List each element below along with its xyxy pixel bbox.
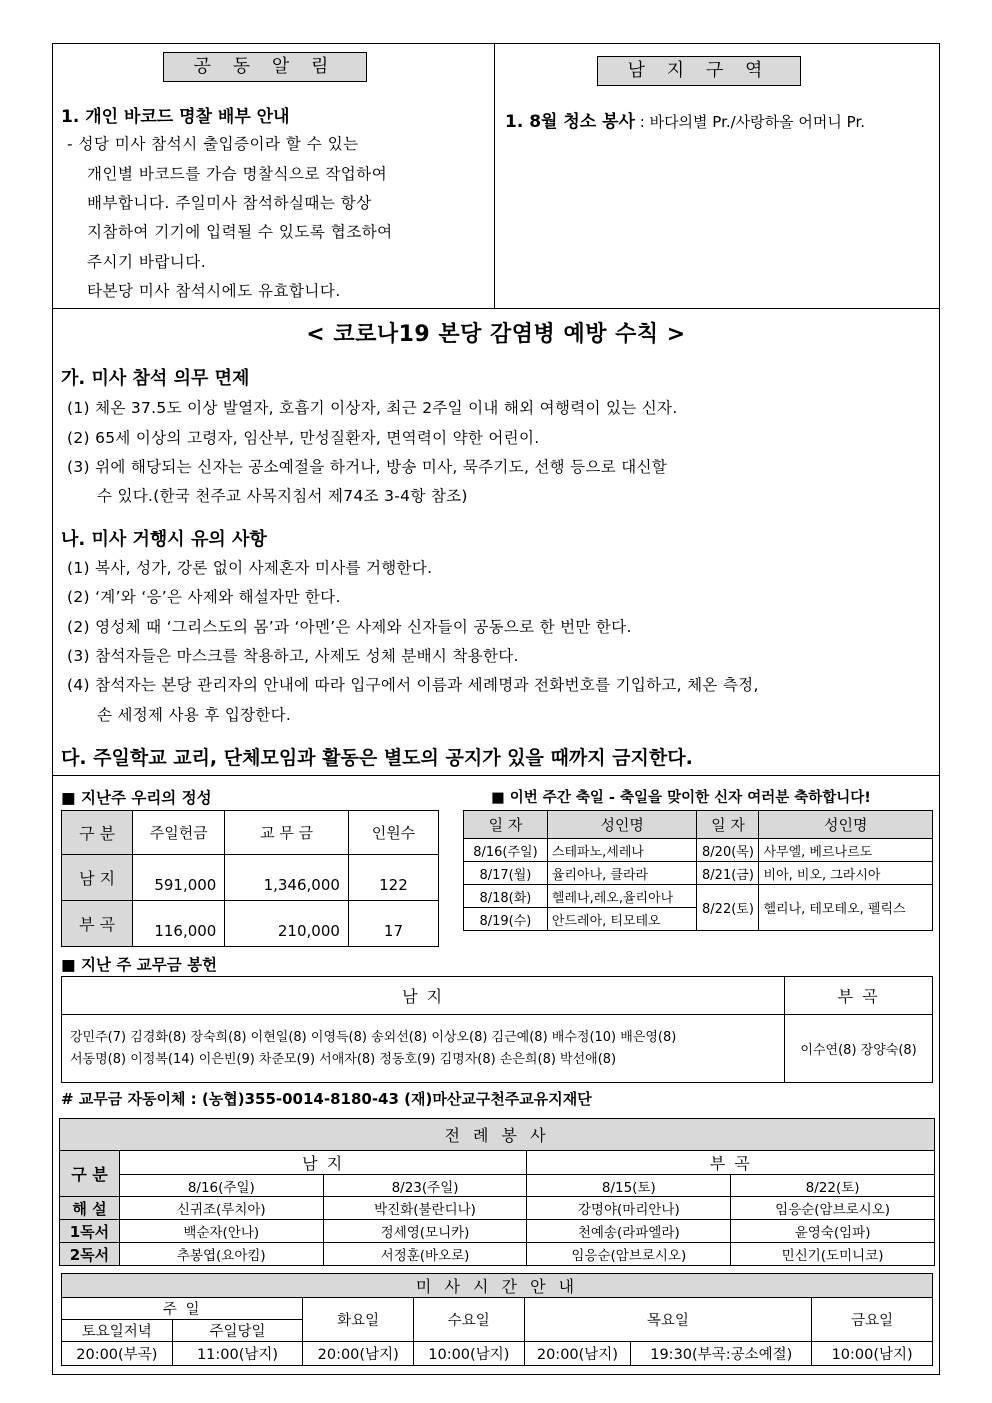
section-c-heading: 다. 주일학교 교리, 단체모임과 활동은 별도의 공지가 있을 때까지 금지한다. <box>61 747 693 769</box>
offering-row-namji-label: 남 지 <box>62 855 133 901</box>
feast-heading: ■ 이번 주간 축일 - 축일을 맞이한 신자 여러분 축하합니다! <box>491 790 871 806</box>
feast-header-date-2: 일 자 <box>697 811 759 839</box>
feast-header-saint-2: 성인명 <box>759 811 933 839</box>
section-a-item-1: (1) 체온 37.5도 이상 발열자, 호흡기 이상자, 최근 2주일 이내 해외 여행력이 있는 신자. <box>67 399 678 417</box>
common-notice-line-3: 배부합니다. 주일미사 참석하실때는 항상 <box>87 194 372 212</box>
liturgy-date-1: 8/16(주일) <box>119 1175 323 1197</box>
offering-bugok-sunday: 116,000 <box>133 901 225 947</box>
feast-saints-0822: 헬리나, 테모테오, 펠릭스 <box>759 885 933 931</box>
liturgy-reading2-1: 추봉엽(요아킴) <box>119 1243 323 1266</box>
common-notice-heading: 1. 개인 바코드 명찰 배부 안내 <box>61 107 290 127</box>
section-a-item-2: (2) 65세 이상의 고령자, 임산부, 만성질환자, 면역력이 약한 어린이. <box>67 429 540 447</box>
mass-sunday-day-header: 주일당일 <box>172 1320 303 1342</box>
dues-bugok-donors: 이수연(8) 장양숙(8) <box>785 1015 933 1083</box>
dues-header-namji: 남 지 <box>62 977 785 1015</box>
liturgy-date-3: 8/15(토) <box>527 1175 731 1197</box>
autopay-note: # 교무금 자동이체 : (농협)355-0014-8180-43 (재)마산교구천주교유지재단 <box>61 1090 592 1108</box>
offering-header-dues: 교 무 금 <box>225 811 349 855</box>
district-detail: : 바다의별 Pr./사랑하올 어머니 Pr. <box>634 113 866 131</box>
mass-wed-header: 수요일 <box>414 1298 525 1342</box>
offering-row-bugok-label: 부 곡 <box>62 901 133 947</box>
feast-date-0817: 8/17(월) <box>464 862 548 885</box>
section-a-item-3-cont: 수 있다.(한국 천주교 사목지침서 제74조 3-4항 참조) <box>97 487 468 505</box>
dues-namji-donors <box>62 1015 785 1083</box>
offering-header-count: 인원수 <box>348 811 438 855</box>
feast-saints-0817: 율리아나, 클라라 <box>547 862 697 885</box>
liturgy-date-4: 8/22(토) <box>731 1175 935 1197</box>
section-b-heading: 나. 미사 거행시 유의 사항 <box>61 529 267 550</box>
liturgy-reading1-4: 윤영숙(임파) <box>731 1220 935 1243</box>
liturgy-commentary-1: 신귀조(루치아) <box>119 1197 323 1220</box>
liturgy-reading1-3: 천예송(라파엘라) <box>527 1220 731 1243</box>
feast-saints-0819: 안드레아, 티모테오 <box>547 908 697 931</box>
liturgy-reading1-2: 정세영(모니카) <box>323 1220 527 1243</box>
common-notice-line-4: 지참하여 기기에 입력될 수 있도록 협조하여 <box>87 223 393 241</box>
liturgy-division: 구 분 <box>60 1151 120 1197</box>
liturgy-commentary-3: 강명야(마리안나) <box>527 1197 731 1220</box>
feast-date-0816: 8/16(주일) <box>464 839 548 862</box>
liturgy-title: 전 례 봉 사 <box>60 1119 935 1151</box>
common-notice-box <box>53 44 495 309</box>
dues-namji-line-2: 서동명(8) 이정복(14) 이은빈(9) 차준모(9) 서애자(8) 정동호(9) 김명자(8) 손은희(8) 박선애(8) <box>70 1051 617 1067</box>
common-notice-line-6: 타본당 미사 참석시에도 유효합니다. <box>87 282 341 300</box>
offering-bugok-count: 17 <box>348 901 438 947</box>
feast-date-0819: 8/19(수) <box>464 908 548 931</box>
liturgy-role-reading-2: 2독서 <box>60 1243 120 1266</box>
district-title: 남 지 구 역 <box>597 56 801 86</box>
offering-header-sunday: 주일헌금 <box>133 811 225 855</box>
mass-time-fri: 10:00(남지) <box>812 1342 933 1366</box>
liturgy-reading2-4: 민신기(도미니코) <box>731 1243 935 1266</box>
feast-header-saint-1: 성인명 <box>547 811 697 839</box>
section-b-item-5-cont: 손 세정제 사용 후 입장한다. <box>97 706 292 724</box>
offering-table <box>61 810 439 947</box>
offering-namji-count: 122 <box>348 855 438 901</box>
section-b-item-1: (1) 복사, 성가, 강론 없이 사제혼자 미사를 거행한다. <box>67 559 433 577</box>
mass-time-thu-2: 19:30(부곡:공소예절) <box>631 1342 812 1366</box>
feast-table <box>463 810 933 931</box>
offering-namji-sunday: 591,000 <box>133 855 225 901</box>
feast-date-0820: 8/20(목) <box>697 839 759 862</box>
feast-date-0822: 8/22(토) <box>697 885 759 931</box>
district-cleaning <box>505 107 865 132</box>
bulletin-page <box>52 43 940 1375</box>
liturgy-reading2-2: 서정훈(바오로) <box>323 1243 527 1266</box>
mass-title: 미 사 시 간 안 내 <box>62 1274 933 1298</box>
common-notice-line-1: - 성당 미사 참석시 출입증이라 할 수 있는 <box>67 135 359 153</box>
liturgy-reading1-1: 백순자(안나) <box>119 1220 323 1243</box>
offering-namji-dues: 1,346,000 <box>225 855 349 901</box>
section-a-heading: 가. 미사 참석 의무 면제 <box>61 368 250 389</box>
mass-sat-eve-header: 토요일저녁 <box>62 1320 173 1342</box>
liturgy-role-reading-1: 1독서 <box>60 1220 120 1243</box>
mass-thu-header: 목요일 <box>524 1298 812 1342</box>
mass-fri-header: 금요일 <box>812 1298 933 1342</box>
offering-header-division: 구 분 <box>62 811 133 855</box>
dues-table <box>61 976 933 1083</box>
liturgy-bugok: 부 곡 <box>527 1151 935 1175</box>
mass-time-thu-1: 20:00(남지) <box>524 1342 631 1366</box>
mass-time-sat-eve: 20:00(부곡) <box>62 1342 173 1366</box>
mass-tue-header: 화요일 <box>303 1298 414 1342</box>
feast-saints-0818: 헬레나,레오,율리아나 <box>547 885 697 908</box>
common-notice-title: 공 동 알 림 <box>163 52 367 82</box>
feast-header-date-1: 일 자 <box>464 811 548 839</box>
mass-time-wed: 10:00(남지) <box>414 1342 525 1366</box>
dues-header-bugok: 부 곡 <box>785 977 933 1015</box>
section-b-item-4: (3) 참석자들은 마스크를 착용하고, 사제도 성체 분배시 착용한다. <box>67 647 519 665</box>
section-b-item-5: (4) 참석자는 본당 관리자의 안내에 따라 입구에서 이름과 세례명과 전화번호를 기입하고, 체온 측정, <box>67 676 759 694</box>
liturgy-date-2: 8/23(주일) <box>323 1175 527 1197</box>
dues-namji-line-1: 강민주(7) 김경화(8) 장숙희(8) 이현일(8) 이영득(8) 송외선(8) 이상오(8) 김근예(8) 배수정(10) 배은영(8) <box>70 1029 677 1045</box>
corona-title: < 코로나19 본당 감염병 예방 수칙 > <box>306 322 686 347</box>
mass-sunday-group: 주 일 <box>62 1298 303 1320</box>
common-notice-line-2: 개인별 바코드를 가슴 명찰식으로 작업하여 <box>87 165 388 183</box>
section-b-item-3: (2) 영성체 때 ‘그리스도의 몸’과 ‘아멘’은 사제와 신자들이 공동으로 한 번만 한다. <box>67 618 632 636</box>
district-box <box>495 44 939 309</box>
mass-time-sunday: 11:00(남지) <box>172 1342 303 1366</box>
feast-date-0818: 8/18(화) <box>464 885 548 908</box>
section-a-item-3: (3) 위에 해당되는 신자는 공소예절을 하거나, 방송 미사, 묵주기도, 선행 등으로 대신할 <box>67 458 668 476</box>
notice-row <box>53 44 939 309</box>
liturgy-reading2-3: 임응순(암브로시오) <box>527 1243 731 1266</box>
offering-bugok-dues: 210,000 <box>225 901 349 947</box>
mass-time-tue: 20:00(남지) <box>303 1342 414 1366</box>
offering-heading: ■ 지난주 우리의 정성 <box>61 789 212 807</box>
liturgy-table <box>59 1118 935 1266</box>
common-notice-line-5: 주시기 바랍니다. <box>87 253 207 271</box>
feast-saints-0820: 사무엘, 베르나르도 <box>759 839 933 862</box>
liturgy-commentary-2: 박진화(불란디나) <box>323 1197 527 1220</box>
section-b-item-2: (2) ‘계’와 ‘응’은 사제와 해설자만 한다. <box>67 588 341 606</box>
mass-times-table <box>61 1273 933 1366</box>
feast-saints-0821: 비아, 비오, 그라시아 <box>759 862 933 885</box>
liturgy-namji: 남 지 <box>119 1151 527 1175</box>
dues-heading: ■ 지난 주 교무금 봉헌 <box>61 956 218 974</box>
corona-guidelines <box>53 309 939 776</box>
feast-saints-0816: 스테파노,세레나 <box>547 839 697 862</box>
feast-date-0821: 8/21(금) <box>697 862 759 885</box>
district-heading: 1. 8월 청소 봉사 <box>505 112 635 132</box>
liturgy-role-commentary: 해 설 <box>60 1197 120 1220</box>
liturgy-commentary-4: 임응순(암브로시오) <box>731 1197 935 1220</box>
